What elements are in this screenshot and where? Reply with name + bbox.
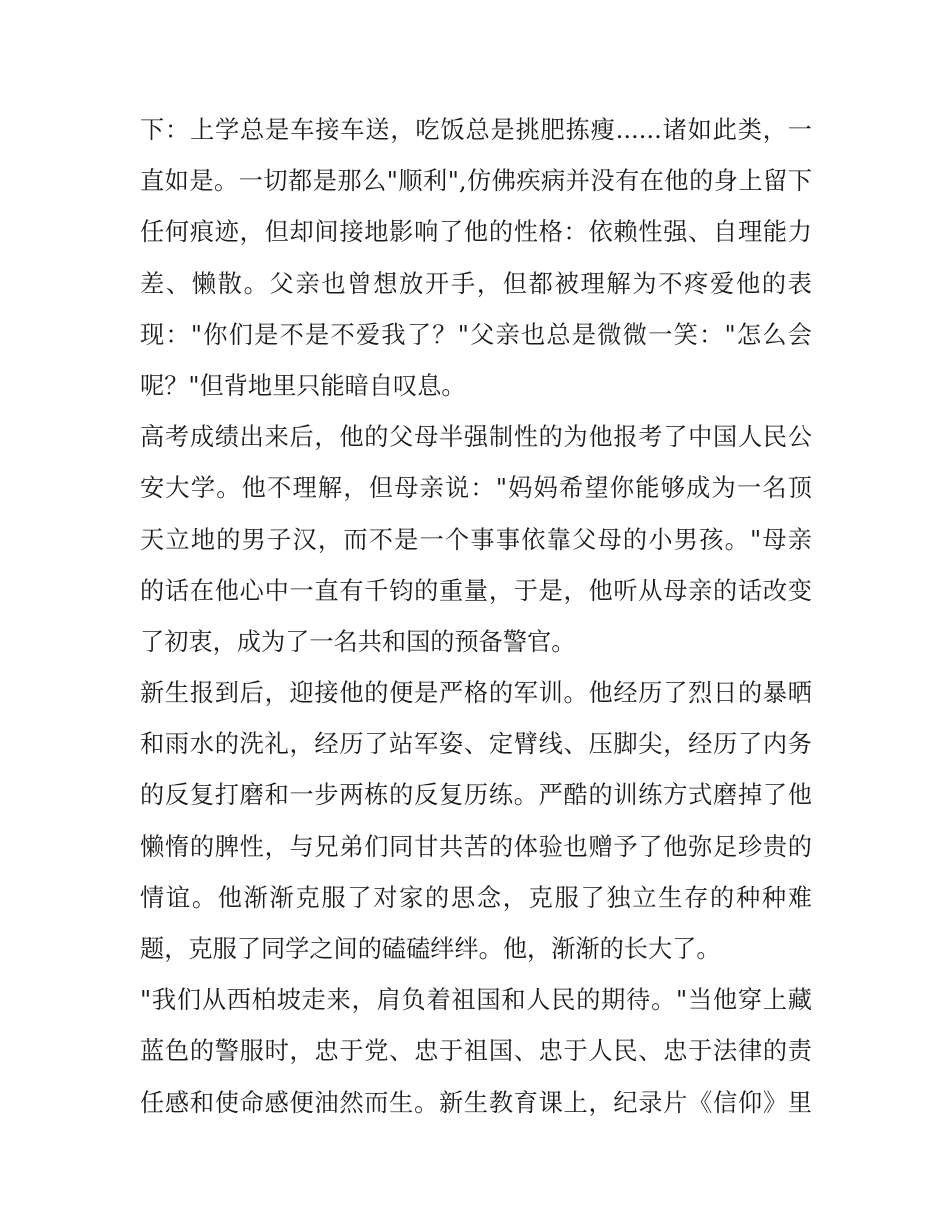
text-line: 现："你们是不是不爱我了？"父亲也总是微微一笑："怎么会 xyxy=(140,320,812,349)
text-line: 情谊。他渐渐克服了对家的思念，克服了独立生存的种种难 xyxy=(140,883,812,912)
text-line: 高考成绩出来后，他的父母半强制性的为他报考了中国人民公 xyxy=(140,423,812,452)
text-line: 下：上学总是车接车送，吃饭总是挑肥拣瘦......诸如此类，一 xyxy=(140,116,812,144)
text-line: 的话在他心中一直有千钧的重量，于是，他听从母亲的话改变 xyxy=(140,576,812,605)
text-line: 安大学。他不理解，但母亲说："妈妈希望你能够成为一名顶 xyxy=(140,474,812,503)
text-line: 呢？"但背地里只能暗自叹息。 xyxy=(140,371,466,400)
text-line: 新生报到后，迎接他的便是严格的军训。他经历了烈日的暴晒 xyxy=(140,679,812,708)
text-line: 了初衷，成为了一名共和国的预备警官。 xyxy=(140,627,576,656)
text-line: 和雨水的洗礼，经历了站军姿、定臂线、压脚尖，经历了内务 xyxy=(140,730,812,759)
text-line: 差、懒散。父亲也曾想放开手，但都被理解为不疼爱他的表 xyxy=(140,269,812,298)
text-line: 的反复打磨和一步两栋的反复历练。严酷的训练方式磨掉了他 xyxy=(140,781,812,810)
text-line: 天立地的男子汉，而不是一个事事依靠父母的小男孩。"母亲 xyxy=(140,525,812,554)
text-line: 任何痕迹，但却间接地影响了他的性格：依赖性强、自理能力 xyxy=(140,218,812,247)
text-line: 任感和使命感便油然而生。新生教育课上，纪录片《信仰》里 xyxy=(140,1088,812,1117)
text-line: 直如是。一切都是那么"顺利",仿佛疾病并没有在他的身上留下 xyxy=(140,167,812,196)
text-line: "我们从西柏坡走来，肩负着祖国和人民的期待。"当他穿上藏 xyxy=(140,986,812,1015)
text-line: 题，克服了同学之间的磕磕绊绊。他，渐渐的长大了。 xyxy=(140,935,721,963)
text-line: 懒惰的脾性，与兄弟们同甘共苦的体验也赠予了他弥足珍贵的 xyxy=(140,832,812,861)
text-line: 蓝色的警服时，忠于党、忠于祖国、忠于人民、忠于法律的责 xyxy=(140,1037,812,1066)
body-text xyxy=(140,105,812,1129)
